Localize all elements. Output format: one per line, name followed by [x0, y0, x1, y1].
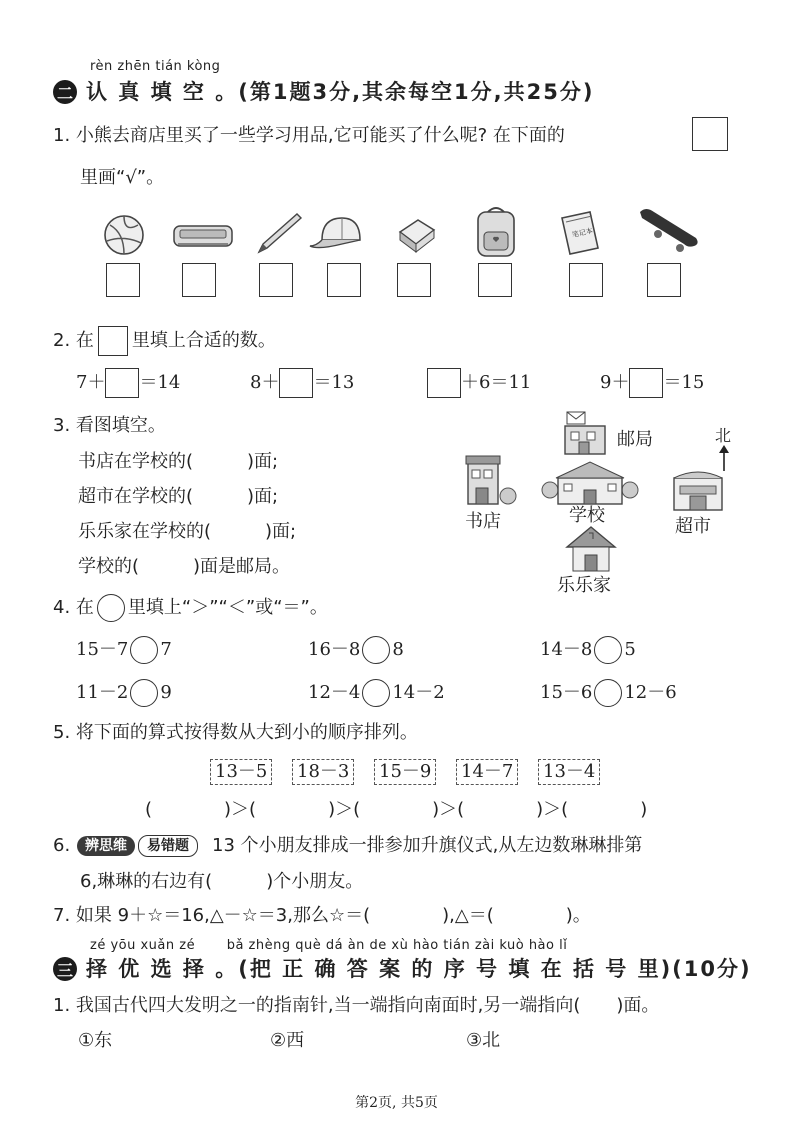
q1-answer-box-cap[interactable] — [327, 263, 361, 297]
q1-answer-box-pencil-case[interactable] — [182, 263, 216, 297]
q5-answer-line[interactable]: ( )＞( )＞( )＞( )＞( ) — [145, 799, 648, 820]
q5-expr-3: 15－9 — [374, 759, 436, 785]
q1-text-2: 里画“√”。 — [80, 167, 165, 188]
q2-text-b: 里填上合适的数。 — [131, 330, 276, 351]
q4-item-4-circle[interactable] — [130, 679, 158, 707]
q7-text: 7. 如果 9＋☆＝16,△－☆＝3,那么☆＝( ),△＝( )。 — [53, 905, 591, 926]
backpack-icon — [470, 204, 522, 260]
q5-expr-4: 14－7 — [456, 759, 518, 785]
map-label-supermarket: 超市 — [675, 516, 711, 537]
pencil-icon — [255, 210, 305, 256]
cap-icon — [308, 210, 372, 254]
q2-equation-2 — [250, 368, 354, 398]
bookstore-icon — [462, 452, 520, 510]
q4-item-3-left: 14－8 — [540, 639, 593, 660]
q4-item-6-left: 15－6 — [540, 682, 593, 703]
q2-eq4-right: ＝15 — [663, 372, 705, 393]
q1-text: 1. 小熊去商店里买了一些学习用品,它可能买了什么呢? 在下面的 — [53, 125, 565, 146]
q4-text-a: 4. 在 — [53, 597, 94, 618]
q5-expr-2: 18－3 — [292, 759, 354, 785]
q1-example-box — [692, 117, 728, 151]
home-icon — [563, 525, 619, 577]
q4-text-b: 里填上“＞”“＜”或“＝”。 — [127, 597, 328, 618]
q2-eq1-left: 7＋ — [76, 372, 106, 393]
map-label-home: 乐乐家 — [557, 575, 611, 596]
q4-item-5-right: 14－2 — [392, 682, 445, 703]
q4-item-6-circle[interactable] — [594, 679, 622, 707]
q2-eq1-right: ＝14 — [139, 372, 181, 393]
q5-expr-5: 13－4 — [538, 759, 600, 785]
q4-item-2 — [308, 636, 404, 664]
volleyball-icon — [102, 213, 146, 257]
q4-item-4-right: 9 — [160, 682, 172, 703]
post-office-icon — [561, 408, 609, 460]
map-label-post-office: 邮局 — [617, 429, 653, 450]
q6-tag-thinking: 辨思维 — [77, 836, 135, 856]
q4-item-5 — [308, 679, 445, 707]
section-3-pinyin: zé yōu xuǎn zé bǎ zhèng què dá àn de xù hào tián zài kuò hào lǐ — [90, 938, 568, 953]
q4-item-4 — [76, 679, 172, 707]
q6-number: 6. — [53, 835, 71, 856]
s3q1-option-2[interactable]: ②西 — [270, 1030, 305, 1051]
q4-item-3 — [540, 636, 636, 664]
q2-eq2-box[interactable] — [279, 368, 313, 398]
q2-eq4-box[interactable] — [629, 368, 663, 398]
q2-example-box — [98, 326, 128, 356]
q4-item-1-circle[interactable] — [130, 636, 158, 664]
q4-item-5-circle[interactable] — [362, 679, 390, 707]
q4-text — [53, 594, 328, 622]
q4-item-6-right: 12－6 — [624, 682, 677, 703]
page-number: 第2页, 共5页 — [355, 1095, 438, 1111]
section-3-title: 择 优 选 择 。(把 正 确 答 案 的 序 号 填 在 括 号 里)(10分) — [86, 957, 752, 981]
q6-tag-error-prone: 易错题 — [138, 835, 198, 857]
q4-item-1-right: 7 — [160, 639, 172, 660]
q5-expr-1: 13－5 — [210, 759, 272, 785]
q2-equation-1 — [76, 368, 180, 398]
school-icon — [540, 460, 640, 510]
q4-item-2-left: 16－8 — [308, 639, 361, 660]
map-label-school: 学校 — [569, 505, 605, 526]
q2-text-a: 2. 在 — [53, 330, 94, 351]
q1-answer-box-pencil[interactable] — [259, 263, 293, 297]
q1-answer-box-eraser[interactable] — [397, 263, 431, 297]
q4-example-circle — [97, 594, 125, 622]
map-north-label: 北 — [715, 426, 732, 445]
q2-eq2-left: 8＋ — [250, 372, 280, 393]
q2-eq3-box[interactable] — [427, 368, 461, 398]
q3-line-3: 乐乐家在学校的( )面; — [78, 521, 297, 542]
q4-item-3-right: 5 — [624, 639, 636, 660]
section-3-badge: 三 — [53, 957, 77, 981]
q6-text-2: 6,琳琳的右边有( )个小朋友。 — [80, 871, 364, 892]
notebook-icon — [556, 208, 604, 258]
map-label-bookstore: 书店 — [465, 511, 501, 532]
eraser-icon — [394, 214, 438, 254]
q2-eq2-right: ＝13 — [313, 372, 355, 393]
q5-text: 5. 将下面的算式按得数从大到小的顺序排列。 — [53, 722, 418, 743]
q4-item-5-left: 12－4 — [308, 682, 361, 703]
q4-item-1-left: 15－7 — [76, 639, 129, 660]
pencil-case-icon — [170, 218, 236, 252]
q4-item-3-circle[interactable] — [594, 636, 622, 664]
q1-answer-box-skateboard[interactable] — [647, 263, 681, 297]
q4-item-2-right: 8 — [392, 639, 404, 660]
q3-line-2: 超市在学校的( )面; — [78, 486, 279, 507]
s3q1-text: 1. 我国古代四大发明之一的指南针,当一端指向南面时,另一端指向( )面。 — [53, 995, 660, 1016]
q1-answer-box-backpack[interactable] — [478, 263, 512, 297]
supermarket-icon — [668, 466, 728, 516]
q2-eq3-right: ＋6＝11 — [461, 372, 532, 393]
s3q1-option-1[interactable]: ①东 — [78, 1030, 113, 1051]
q6-text: 13 个小朋友排成一排参加升旗仪式,从左边数琳琳排第 — [212, 835, 643, 856]
section-2-title: 认 真 填 空 。(第1题3分,其余每空1分,共25分) — [86, 80, 595, 104]
q2-eq4-left: 9＋ — [600, 372, 630, 393]
q2-equation-3 — [427, 368, 531, 398]
q4-item-4-left: 11－2 — [76, 682, 129, 703]
q1-answer-box-volleyball[interactable] — [106, 263, 140, 297]
q4-item-6 — [540, 679, 677, 707]
q3-text: 3. 看图填空。 — [53, 415, 166, 436]
q4-item-2-circle[interactable] — [362, 636, 390, 664]
q2-eq1-box[interactable] — [105, 368, 139, 398]
svg-text:笔记本: 笔记本 — [571, 226, 594, 240]
q2-equation-4 — [600, 368, 704, 398]
section-2-badge: 二 — [53, 80, 77, 104]
q3-line-1: 书店在学校的( )面; — [78, 451, 279, 472]
section-2-pinyin: rèn zhēn tián kòng — [90, 59, 221, 74]
skateboard-icon — [636, 204, 702, 254]
q3-line-4: 学校的( )面是邮局。 — [78, 556, 291, 577]
q1-answer-box-notebook[interactable] — [569, 263, 603, 297]
q2-text — [53, 326, 276, 356]
s3q1-option-3[interactable]: ③北 — [466, 1030, 501, 1051]
q4-item-1 — [76, 636, 172, 664]
